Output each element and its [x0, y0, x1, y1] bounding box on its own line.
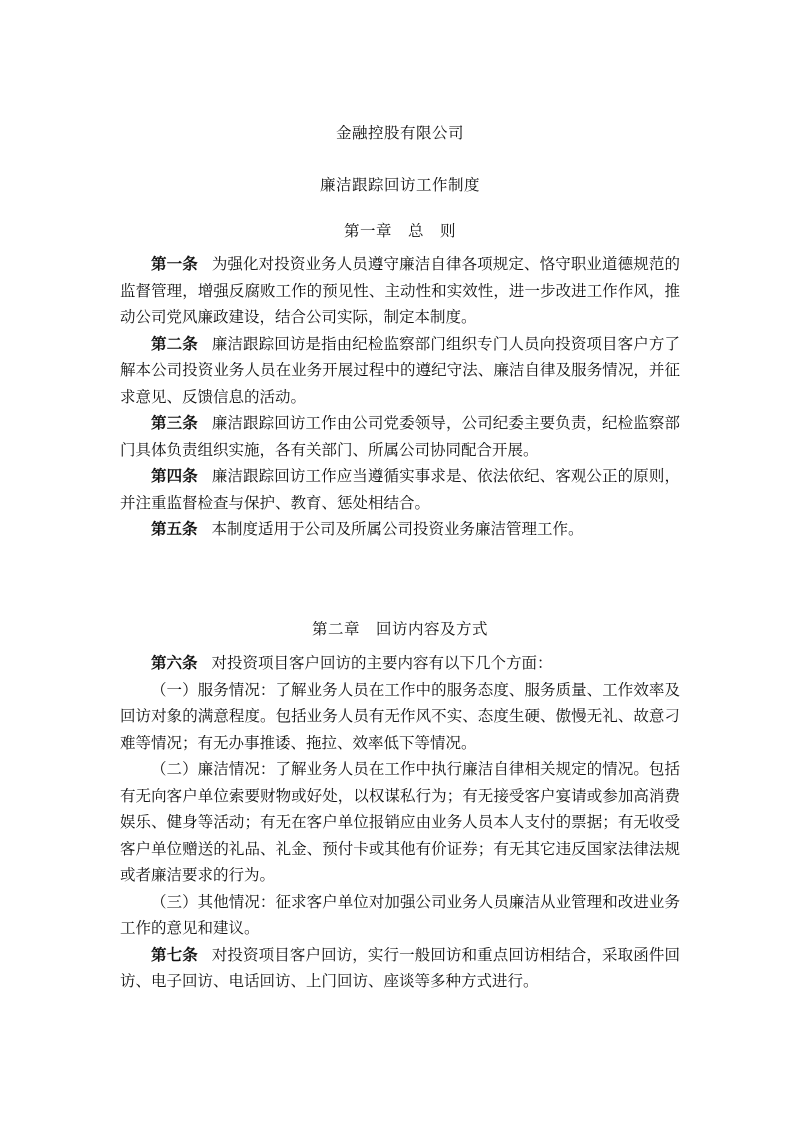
article-label: 第六条 [151, 653, 198, 672]
article-text: 对投资项目客户回访的主要内容有以下几个方面： [211, 654, 553, 672]
article-label: 第一条 [151, 254, 198, 273]
chapter-1-body [120, 251, 680, 543]
article-label: 第二条 [151, 333, 198, 353]
item-integrity: （二）廉洁情况：了解业务人员在工作中执行廉洁自律相关规定的情况。包括有无向客户单位索要财物或好处，以权谋私行为；有无接受客户宴请或参加高消费娱乐、健身等活动；有无在客户单位报销应由业务人员本人支付的票据；有无收受客户单位赠送的礼品、礼金、预付卡或其他有价证券；有无其它违反国家法律法规或者廉洁要求的行为。 [120, 760, 680, 884]
chapter-1-title: 第一章 总 则 [343, 222, 456, 240]
article-6 [120, 650, 680, 677]
company-name: 金融控股有限公司 [335, 124, 464, 142]
article-label: 第五条 [151, 519, 198, 538]
article-label: 第三条 [151, 413, 198, 432]
chapter-2-title: 第二章 回访内容及方式 [311, 620, 488, 638]
article-text: 为强化对投资业务人员遵守廉洁自律各项规定、恪守职业道德规范的监督管理，增强反腐败工作的预见性、主动性和实效性，进一步改进工作作风，推动公司党风廉政建设，结合公司实际，制定本制度。 [120, 255, 680, 326]
chapter-2-body [120, 650, 680, 995]
document-title: 廉洁跟踪回访工作制度 [319, 176, 480, 194]
article-3 [120, 410, 680, 463]
article-text: 廉洁跟踪回访工作应当遵循实事求是、依法依纪、客观公正的原则，并注重监督检查与保护、教育、惩处相结合。 [120, 467, 680, 512]
article-label: 第七条 [151, 944, 198, 964]
article-7 [120, 942, 680, 995]
item-service: （一）服务情况：了解业务人员在工作中的服务态度、服务质量、工作效率及回访对象的满意程度。包括业务人员有无作风不实、态度生硬、傲慢无礼、故意刁难等情况；有无办事推诿、拖拉、效率低下等情况。 [120, 680, 680, 752]
article-text: 廉洁跟踪回访工作由公司党委领导，公司纪委主要负责，纪检监察部门具体负责组织实施，各有关部门、所属公司协同配合开展。 [120, 414, 680, 459]
article-text: 对投资项目客户回访，实行一般回访和重点回访相结合，采取函件回访、电子回访、电话回访、上门回访、座谈等多种方式进行。 [120, 945, 680, 990]
article-2 [120, 331, 680, 411]
article-text: 廉洁跟踪回访是指由纪检监察部门组织专门人员向投资项目客户方了解本公司投资业务人员在业务开展过程中的遵纪守法、廉洁自律及服务情况，并征求意见、反馈信息的活动。 [120, 334, 680, 406]
article-text: 本制度适用于公司及所属公司投资业务廉洁管理工作。 [211, 520, 584, 538]
article-label: 第四条 [151, 466, 198, 485]
article-1 [120, 251, 680, 331]
article-5 [120, 516, 680, 543]
item-other: （三）其他情况：征求客户单位对加强公司业务人员廉洁从业管理和改进业务工作的意见和建议。 [120, 892, 680, 937]
article-4 [120, 463, 680, 516]
